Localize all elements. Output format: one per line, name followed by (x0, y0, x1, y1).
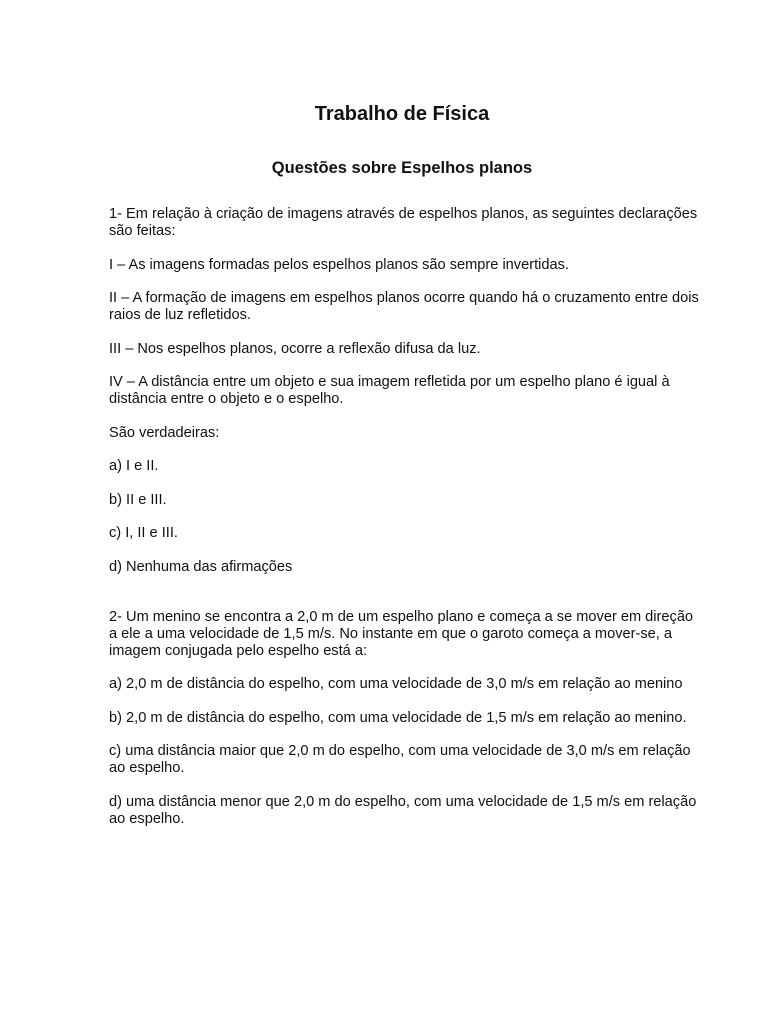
document-title: Trabalho de Física (314, 103, 490, 125)
question-2-stem: 2- Um menino se encontra a 2,0 m de um espelho plano e começa a se mover em direção a ele a uma velocidade de 1,5 m/s. No instante em que o garoto começa a mover-se, a imagem conjugada pelo espelho está a: (109, 608, 694, 659)
document-subtitle: Questões sobre Espelhos planos (271, 159, 533, 177)
question-1-stem: 1- Em relação à criação de imagens através de espelhos planos, as seguintes declarações são feitas: (109, 206, 698, 239)
question-2-option-b: b) 2,0 m de distância do espelho, com uma velocidade de 1,5 m/s em relação ao menino. (109, 709, 687, 726)
statement-ii: II – A formação de imagens em espelhos planos ocorre quando há o cruzamento entre dois raios de luz refletidos. (109, 290, 699, 323)
question-2-option-d: d) uma distância menor que 2,0 m do espelho, com uma velocidade de 1,5 m/s em relação ao espelho. (109, 793, 697, 827)
question-2-option-c: c) uma distância maior que 2,0 m do espelho, com uma velocidade de 3,0 m/s em relação ao espelho. (109, 743, 691, 776)
question-1-option-d: d) Nenhuma das afirmações (109, 558, 293, 575)
question-2-option-a: a) 2,0 m de distância do espelho, com uma velocidade de 3,0 m/s em relação ao menino (109, 676, 683, 692)
question-1-option-b: b) II e III. (109, 491, 167, 508)
document-body (109, 206, 699, 844)
statement-iv: IV – A distância entre um objeto e sua imagem refletida por um espelho plano é igual à distância entre o objeto e o espelho. (109, 374, 670, 407)
statement-iii: III – Nos espelhos planos, ocorre a reflexão difusa da luz. (109, 340, 481, 357)
question-1-prompt: São verdadeiras: (109, 424, 220, 441)
question-1-option-c: c) I, II e III. (109, 525, 178, 541)
question-1-option-a: a) I e II. (109, 458, 159, 474)
statement-i: I – As imagens formadas pelos espelhos planos são sempre invertidas. (109, 256, 569, 273)
